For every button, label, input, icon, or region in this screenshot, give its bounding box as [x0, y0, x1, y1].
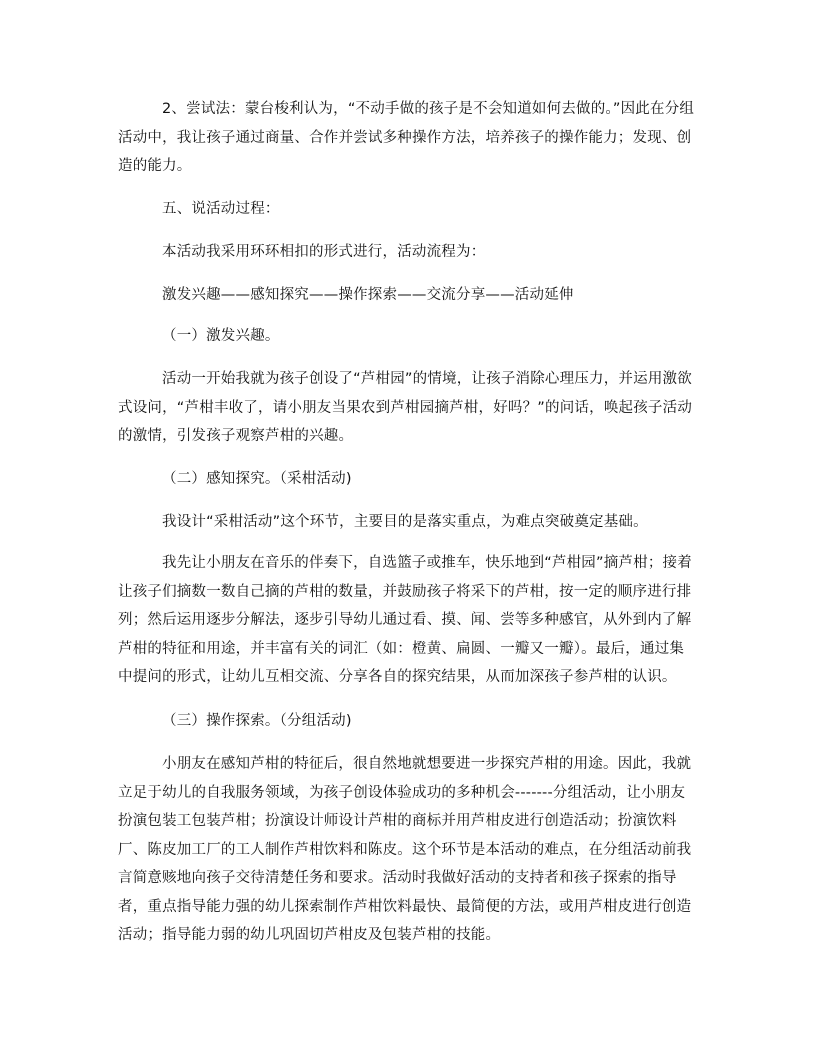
paragraph-group-activity: 小朋友在感知芦柑的特征后，很自然地就想要进一步探究芦柑的用途。因此，我就立足于幼儿的自我服务领域，为孩子创设体验成功的多种机会-------分组活动，让小朋友扮演包装工包装芦柑；扮演设计师设计芦柑的商标并用芦柑皮进行创造活动；扮演饮料厂、陈皮加工厂的工人制作芦柑饮料和陈皮。这个环节是本活动的难点，在分组活动前我言简意赅地向孩子交待清楚任务和要求。活动时我做好活动的支持者和孩子探索的指导者，重点指导能力强的幼儿探索制作芦柑饮料最快、最简便的方法，或用芦柑皮进行创造活动；指导能力弱的幼儿巩固切芦柑皮及包装芦柑的技能。 [118, 756, 692, 943]
paragraph-stimulate-interest: 活动一开始我就为孩子创设了“芦柑园”的情境，让孩子消除心理压力，并运用激欲式设问，“芦柑丰收了，请小朋友当果农到芦柑园摘芦柑，好吗？”的问话，唤起孩子活动的激情，引发孩子观察芦柑的兴趣。 [118, 371, 693, 444]
paragraph-picking-process: 我先让小朋友在音乐的伴奏下，自选篮子或推车，快乐地到“芦柑园”摘芦柑；接着让孩子们摘数一数自己摘的芦柑的数量，并鼓励孩子将采下的芦柑，按一定的顺序进行排列；然后运用逐步分解法，逐步引导幼儿通过看、摸、闻、尝等多种感官，从外到内了解芦柑的特征和用途，并丰富有关的词汇（如：橙黄、扁圆、一瓣又一瓣）。最后，通过集中提问的形式，让幼儿互相交流、分享各自的探究结果，从而加深孩子参芦柑的认识。 [118, 555, 692, 685]
subheading-operation-explore: （三）操作探索。（分组活动) [162, 713, 352, 729]
subheading-stimulate-interest: （一）激发兴趣。 [162, 328, 280, 344]
section-heading-activity-process: 五、说活动过程： [162, 201, 280, 217]
paragraph-picking-design: 我设计“采柑活动”这个环节，主要目的是落实重点，为难点突破奠定基础。 [162, 514, 648, 530]
paragraph-trial-method: 2、尝试法：蒙台梭利认为，“不动手做的孩子是不会知道如何去做的。”因此在分组活动中，我让孩子通过商量、合作并尝试多种操作方法，培养孩子的操作能力；发现、创造的能力。 [118, 101, 695, 174]
paragraph-activity-intro: 本活动我采用环环相扣的形式进行，活动流程为： [162, 244, 486, 260]
subheading-perceive-explore: （二）感知探究。（采柑活动) [162, 471, 352, 487]
paragraph-activity-flow: 激发兴趣——感知探究——操作探索——交流分享——活动延伸 [162, 287, 574, 303]
